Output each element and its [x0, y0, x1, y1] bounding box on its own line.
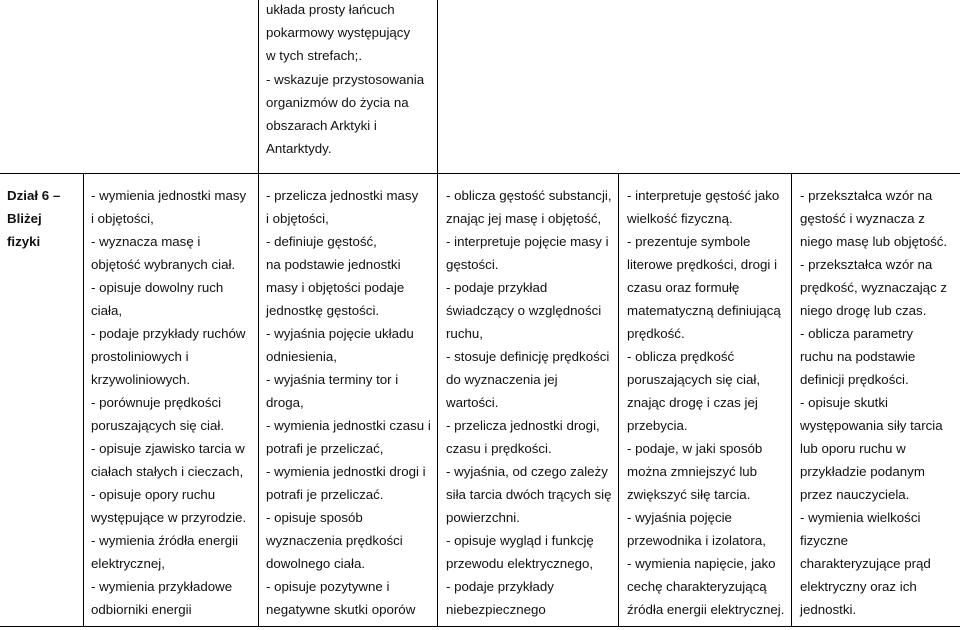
requirement-line: fizyczne — [800, 533, 849, 548]
requirement-line: - wymienia jednostki drogi i — [266, 464, 426, 479]
top-cell-line: Antarktydy. — [266, 141, 332, 157]
requirement-line: wyznaczenia prędkości — [266, 533, 403, 548]
requirement-line: - wyjaśnia terminy tor i — [266, 372, 399, 387]
requirement-line: ciałach stałych i cieczach, — [91, 464, 244, 479]
requirement-line: prędkość. — [627, 326, 685, 341]
requirement-line: matematyczną definiującą — [627, 303, 781, 318]
requirement-line: - opisuje sposób — [266, 510, 363, 525]
requirement-line: - podaje przykłady ruchów — [91, 326, 246, 341]
requirement-line: jednostkę gęstości. — [266, 303, 380, 318]
requirement-line: siła tarcia dwóch trących się — [446, 487, 612, 502]
requirement-line: cechę charakteryzującą — [627, 579, 767, 594]
table-row-border-bottom — [0, 626, 960, 627]
requirement-line: - interpretuje gęstość jako — [627, 188, 780, 203]
requirement-line: odniesienia, — [266, 349, 337, 364]
requirement-line: definicji prędkości. — [800, 372, 909, 387]
requirement-line: - przekształca wzór na — [800, 257, 933, 272]
col-divider-1 — [83, 173, 84, 627]
requirement-line: - wyznacza masę i — [91, 234, 201, 249]
section-heading-line: fizyki — [7, 234, 41, 249]
requirement-line: przewodu elektrycznego, — [446, 556, 594, 571]
section-heading-line: Bliżej — [7, 211, 42, 226]
requirements-column-3 — [446, 184, 612, 621]
requirement-line: gęstości. — [446, 257, 499, 272]
requirement-line: elektryczny oraz ich — [800, 579, 917, 594]
requirement-line: - wymienia napięcie, jako — [627, 556, 776, 571]
requirement-line: przykładzie podanym — [800, 464, 925, 479]
requirement-line: - stosuje definicję prędkości — [446, 349, 610, 364]
top-cell-border-left — [258, 0, 259, 173]
requirement-line: objętość wybranych ciał. — [91, 257, 236, 272]
requirement-line: występowania siły tarcia — [800, 418, 943, 433]
requirement-line: - opisuje pozytywne i — [266, 579, 390, 594]
requirements-column-5 — [800, 184, 947, 621]
requirements-column-1 — [91, 184, 246, 621]
requirement-line: niego masę lub objętość. — [800, 234, 948, 249]
top-cell-border-right — [437, 0, 438, 173]
requirement-line: - wymienia jednostki czasu i — [266, 418, 431, 433]
requirement-line: charakteryzujące prąd — [800, 556, 931, 571]
top-cell-line: w tych strefach;. — [266, 48, 363, 64]
requirement-line: gęstość i wyznacza z — [800, 211, 925, 226]
requirement-line: przewodnika i izolatora, — [627, 533, 766, 548]
requirement-line: prostoliniowych i — [91, 349, 189, 364]
requirement-line: droga, — [266, 395, 304, 410]
requirement-line: - przekształca wzór na — [800, 188, 933, 203]
requirement-line: poruszających się ciał. — [91, 418, 225, 433]
requirement-line: negatywne skutki oporów — [266, 602, 416, 617]
requirements-column-4 — [627, 184, 784, 621]
requirement-line: lub oporu ruchu w — [800, 441, 906, 456]
top-cell-line: organizmów do życia na — [266, 94, 409, 110]
requirement-line: krzywoliniowych. — [91, 372, 191, 387]
col-divider-2 — [258, 173, 259, 627]
requirement-line: - wymienia źródła energii — [91, 533, 239, 548]
requirement-line: i objętości, — [91, 211, 154, 226]
col-divider-3 — [437, 173, 438, 627]
requirement-line: wielkość fizyczną. — [627, 211, 733, 226]
requirement-line: - opisuje zjawisko tarcia w — [91, 441, 245, 456]
requirement-line: poruszających się ciał, — [627, 372, 761, 387]
requirement-line: niebezpiecznego — [446, 602, 546, 617]
requirement-line: zwiększyć siłę tarcia. — [627, 487, 751, 502]
requirement-line: - oblicza parametry — [800, 326, 914, 341]
requirement-line: dowolnego ciała. — [266, 556, 366, 571]
section-heading-line: Dział 6 – — [7, 188, 61, 203]
requirement-line: potrafi je przeliczać. — [266, 487, 384, 502]
requirement-line: do wyznaczenia jej — [446, 372, 558, 387]
requirement-line: - wymienia jednostki masy — [91, 188, 247, 203]
requirement-line: - opisuje skutki — [800, 395, 888, 410]
col-divider-4 — [618, 173, 619, 627]
requirement-line: niego drogę lub czas. — [800, 303, 927, 318]
requirement-line: - wymienia przykładowe — [91, 579, 233, 594]
requirement-line: - oblicza gęstość substancji, — [446, 188, 612, 203]
requirement-line: i objętości, — [266, 211, 329, 226]
requirement-line: przez nauczyciela. — [800, 487, 910, 502]
table-row-border-top — [0, 173, 960, 174]
top-cell-line: pokarmowy występujący — [266, 25, 411, 41]
requirement-line: powierzchni. — [446, 510, 520, 525]
requirements-column-2 — [266, 184, 431, 621]
requirement-line: - interpretuje pojęcie masy i — [446, 234, 609, 249]
requirement-line: świadczący o względności — [446, 303, 602, 318]
requirement-line: czasu oraz formułę — [627, 280, 740, 295]
col-divider-5 — [791, 173, 792, 627]
requirement-line: - definiuje gęstość, — [266, 234, 377, 249]
requirement-line: czasu i prędkości. — [446, 441, 552, 456]
requirement-line: - przelicza jednostki drogi, — [446, 418, 600, 433]
requirement-line: - opisuje opory ruchu — [91, 487, 216, 502]
requirement-line: można zmniejszyć lub — [627, 464, 758, 479]
requirement-line: znając jej masę i objętość, — [446, 211, 602, 226]
requirement-line: odbiorniki energii — [91, 602, 192, 617]
requirement-line: - opisuje dowolny ruch — [91, 280, 224, 295]
requirement-line: - wyjaśnia pojęcie układu — [266, 326, 414, 341]
requirement-line: - oblicza prędkość — [627, 349, 735, 364]
requirement-line: jednostki. — [800, 602, 857, 617]
requirement-line: - porównuje prędkości — [91, 395, 222, 410]
requirement-line: - podaje przykład — [446, 280, 548, 295]
requirement-line: - podaje, w jaki sposób — [627, 441, 763, 456]
requirement-line: ciała, — [91, 303, 123, 318]
requirement-line: występujące w przyrodzie. — [91, 510, 247, 525]
top-cell-line: - wskazuje przystosowania — [266, 71, 425, 87]
requirement-line: - opisuje wygląd i funkcję — [446, 533, 594, 548]
requirement-line: masy i objętości podaje — [266, 280, 405, 295]
requirement-line: - przelicza jednostki masy — [266, 188, 419, 203]
requirement-line: znając drogę i czas jej — [627, 395, 758, 410]
requirement-line: wartości. — [446, 395, 499, 410]
requirement-line: - prezentuje symbole — [627, 234, 751, 249]
requirement-line: - podaje przykłady — [446, 579, 554, 594]
top-cell-text — [266, 0, 424, 160]
requirement-line: źródła energii elektrycznej. — [627, 602, 785, 617]
requirement-line: ruchu, — [446, 326, 483, 341]
requirement-line: prędkość, wyznaczając z — [800, 280, 948, 295]
requirement-line: na podstawie jednostki — [266, 257, 401, 272]
requirement-line: ruchu na podstawie — [800, 349, 916, 364]
requirement-line: - wymienia wielkości — [800, 510, 921, 525]
requirement-line: elektrycznej, — [91, 556, 165, 571]
requirement-line: przebycia. — [627, 418, 688, 433]
requirement-line: - wyjaśnia, od czego zależy — [446, 464, 608, 479]
requirement-line: potrafi je przeliczać, — [266, 441, 384, 456]
section-heading — [7, 184, 60, 253]
requirement-line: - wyjaśnia pojęcie — [627, 510, 732, 525]
top-cell-line: układa prosty łańcuch — [266, 2, 395, 17]
requirement-line: literowe prędkości, drogi i — [627, 257, 778, 272]
top-cell-line: obszarach Arktyki i — [266, 117, 377, 133]
